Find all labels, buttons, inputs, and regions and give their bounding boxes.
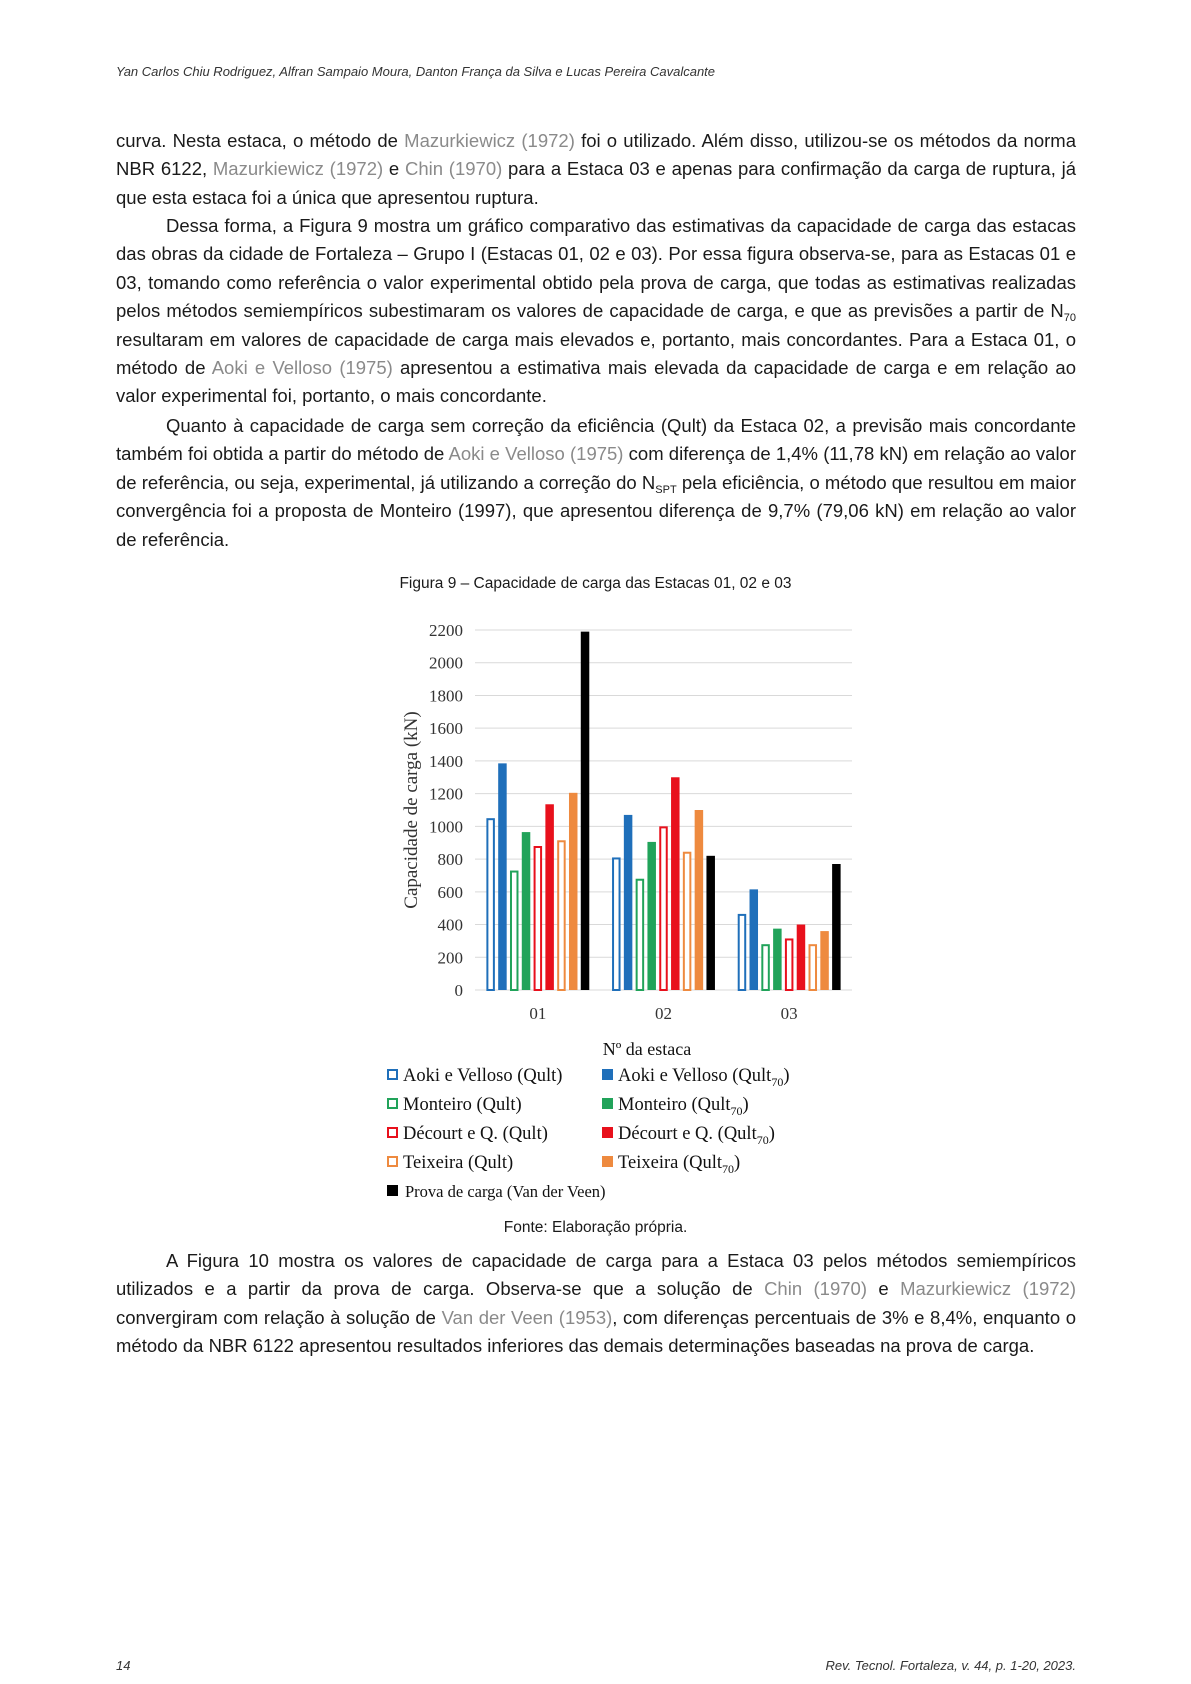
bar [750,889,759,990]
citation-link[interactable]: Mazurkiewicz (1972) [900,1278,1077,1300]
bar [706,856,715,990]
y-tick-label: 1000 [429,817,463,837]
legend-label: Monteiro (Qult$_{70}$) [618,1095,749,1118]
bar [558,841,565,990]
citation-link[interactable]: Mazurkiewicz (1972) [404,130,575,151]
citation-link[interactable]: Chin (1970) [764,1278,867,1300]
bar [624,815,633,990]
legend-swatch [602,1127,613,1138]
bar [660,827,667,990]
legend-label: Teixeira (Qult$_{70}$) [618,1153,741,1176]
bar [569,793,578,990]
figure-9 [382,605,902,1203]
legend-swatch [602,1069,613,1080]
legend-swatch [602,1156,613,1167]
legend-swatch [388,1099,397,1108]
y-tick-label: 800 [437,850,463,870]
legend-label: Monteiro (Qult) [403,1095,522,1115]
x-tick-label: 03 [780,1004,798,1023]
y-tick-label: 2000 [429,653,463,673]
bar [773,929,782,990]
y-tick-label: 200 [437,948,463,968]
legend-label: Décourt e Q. (Qult$_{70}$) [618,1124,775,1147]
bar [637,880,644,990]
bar [832,864,841,990]
bar [797,925,806,990]
bar [545,804,554,990]
citation-link[interactable]: Aoki e Velloso (1975) [448,443,624,465]
citation-link[interactable]: Mazurkiewicz (1972) [212,158,384,180]
figure-source: Fonte: Elaboração própria. [503,1219,688,1236]
paragraph-1: curva. Nesta estaca, o método de Mazurkiewicz (1972) foi o utilizado. Além disso, utilizou-se os métodos da norma NBR 6122, Mazurkiewicz (1972) e Chin (1970) para a Estaca 03 e apenas para confirmação da carga de ruptura, já que esta estaca foi a única que apresentou ruptura. [116,130,1077,208]
x-axis-label: Nº da estaca [602,1039,692,1059]
y-tick-label: 1600 [429,719,463,739]
legend-label: Décourt e Q. (Qult) [403,1124,548,1144]
bar [522,832,531,990]
citation-link[interactable]: Aoki e Velloso (1975) [211,357,393,379]
legend-label: Aoki e Velloso (Qult) [403,1066,563,1086]
legend-swatch [388,1157,397,1166]
legend-swatch [388,1128,397,1137]
y-tick-label: 2200 [429,621,463,640]
paragraph-2: Dessa forma, a Figura 9 mostra um gráfico comparativo das estimativas da capacidade de carga das estacas das obras da cidade de Fortaleza – Grupo I (Estacas 01, 02 e 03). Por essa figura observa-se, para as Estacas 01 e 03, tomando como referência o valor experimental obtido pela prova de carga, que todas as estimativas realizadas pelos métodos semiempíricos subestimaram os valores de capacidade de carga, e que as previsões a partir de $N_{70}$ resultaram em valores de capacidade de carga mais elevados e, portanto, mais concordantes. Para a Estaca 01, o método de Aoki e Velloso (1975) apresentou a estimativa mais elevada da capacidade de carga e em relação ao valor experimental foi, portanto, o mais concordante. [116,215,1076,407]
bar [695,810,704,990]
bar [613,858,620,990]
bar [498,763,507,990]
paragraph-3: Quanto à capacidade de carga sem correção da eficiência (Qult) da Estaca 02, a previsão mais concordante também foi obtida a partir do método de Aoki e Velloso (1975) com diferença de 1,4% (11,78 kN) em relação ao valor de referência, ou seja, experimental, já utilizando a correção do $N_{SPT}$ pela eficiência, o método que resultou em maior convergência foi a proposta de Monteiro (1997), que apresentou diferença de 9,7% (79,06 kN) em relação ao valor de referência. [116,415,1077,550]
legend-swatch [388,1070,397,1079]
y-tick-label: 400 [437,915,463,935]
x-tick-label: 01 [529,1004,547,1023]
journal-reference: Rev. Tecnol. Fortaleza, v. 44, p. 1-20, 2023. [825,1658,1076,1673]
bar [647,842,656,990]
legend-label: Teixeira (Qult) [403,1153,514,1173]
y-axis-label: Capacidade de carga (kN) [401,711,422,909]
bar [671,777,680,990]
legend-label: Aoki e Velloso (Qult$_{70}$) [618,1066,790,1089]
bar [684,853,691,990]
y-tick-label: 0 [454,981,463,1000]
legend-swatch [602,1098,613,1109]
bar [487,819,494,990]
bar [511,872,518,990]
figure-caption: Figura 9 – Capacidade de carga das Estacas 01, 02 e 03 [399,575,792,592]
citation-link[interactable]: Chin (1970) [404,158,503,180]
x-tick-label: 02 [655,1004,672,1023]
bar [581,632,590,990]
running-head: Yan Carlos Chiu Rodriguez, Alfran Sampaio Moura, Danton França da Silva e Lucas Pereira Cavalcante [116,64,716,79]
bar-chart [382,605,902,1203]
bar [739,915,746,990]
y-tick-label: 600 [437,882,463,902]
legend-swatch [387,1185,398,1196]
citation-link[interactable]: Van der Veen (1953) [441,1306,613,1328]
y-tick-label: 1800 [429,686,463,706]
paragraph-4: A Figura 10 mostra os valores de capacidade de carga para a Estaca 03 pelos métodos semiempíricos utilizados e a partir da prova de carga. Observa-se que a solução de Chin (1970) e Mazurkiewicz (1972) convergiram com relação à solução de Van der Veen (1953), com diferenças percentuais de 3% e 8,4%, enquanto o método da NBR 6122 apresentou resultados inferiores das demais determinações baseadas na prova de carga. [116,1250,1077,1357]
legend-label: Prova de carga (Van der Veen) [405,1182,606,1201]
y-tick-label: 1400 [429,751,463,771]
y-tick-label: 1200 [429,784,463,804]
bar [786,939,793,990]
bar [535,847,542,990]
bar [820,931,829,990]
page-number: 14 [116,1658,131,1673]
bar [810,945,817,990]
bar [762,945,769,990]
